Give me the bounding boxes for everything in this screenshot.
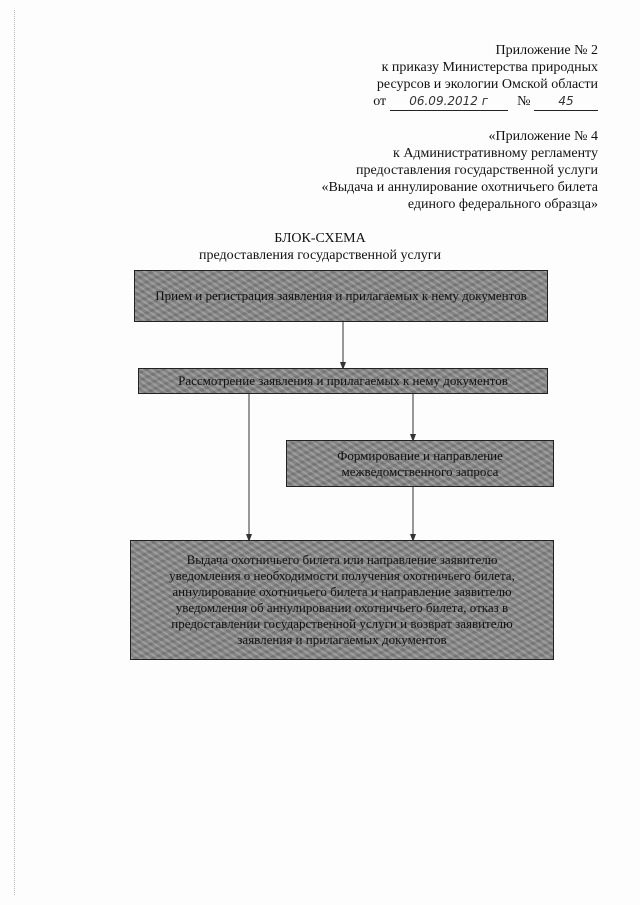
flow-box-request-line-2: межведомственного запроса xyxy=(341,463,499,479)
flowchart-title-sub: предоставления государственной услуги xyxy=(199,248,441,263)
reg-line-2: к Административному регламенту xyxy=(393,146,598,161)
flow-box-issuance-line-1: Выдача охотничьего билета или направление заявителю xyxy=(186,552,498,567)
flow-box-issuance-line-3: аннулирование охотничьего билета и направление заявителю xyxy=(172,584,512,599)
reg-line-4: «Выдача и аннулирование охотничьего билета xyxy=(321,180,598,195)
flow-box-review xyxy=(138,368,548,394)
flow-box-reception-text: Прием и регистрация заявления и прилагаемых к нему документов xyxy=(155,288,527,303)
flow-box-issuance-line-2: уведомления о необходимости получения охотничьего билета, xyxy=(169,568,515,583)
flow-box-request-line-1: Формирование и направление xyxy=(337,447,503,463)
date-value: 06.09.2012 г xyxy=(390,93,508,111)
flow-box-issuance-line-5: предоставлении государственной услуги и возврат заявителю xyxy=(171,616,513,631)
flow-box-reception xyxy=(134,270,548,322)
flowchart-title-main: БЛОК-СХЕМА xyxy=(274,231,366,246)
number-prefix: № xyxy=(517,94,531,109)
date-prefix: от xyxy=(373,94,387,109)
flow-box-review-text: Рассмотрение заявления и прилагаемых к нему документов xyxy=(178,373,508,388)
flow-box-issuance-line-6: заявления и прилагаемых документов xyxy=(237,632,447,647)
flow-box-interagency-request xyxy=(286,440,554,487)
reg-line-1: «Приложение № 4 xyxy=(488,129,598,144)
number-value: 45 xyxy=(534,93,598,111)
order-line-2: к приказу Министерства природных xyxy=(381,60,598,75)
appendix-label: Приложение № 2 xyxy=(495,43,598,58)
reg-line-3: предоставления государственной услуги xyxy=(356,163,598,178)
flow-box-issuance-line-4: уведомления об аннулировании охотничьего билета, отказ в xyxy=(175,600,509,615)
order-line-3: ресурсов и экологии Омской области xyxy=(376,77,598,92)
reg-line-5: единого федерального образца» xyxy=(407,197,598,212)
flow-box-issuance xyxy=(130,540,554,660)
